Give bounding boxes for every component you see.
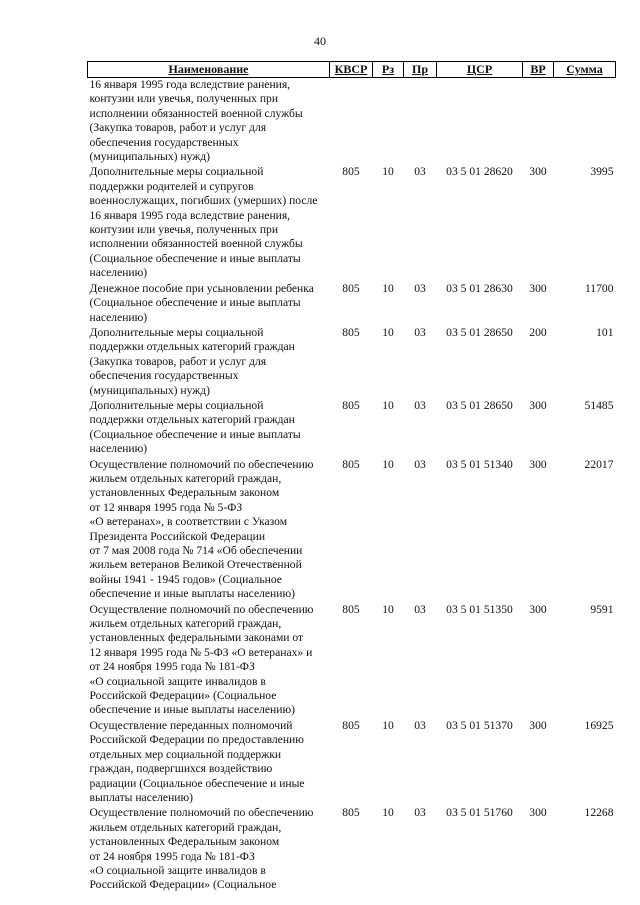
row-pr: 03 [414,806,426,820]
row-vr: 300 [529,806,547,820]
row-csr: 03 5 01 28630 [446,281,513,295]
row-name: Осуществление полномочий по обеспечению жильем отдельных категорий граждан, установленных Федеральным законом от 24 ноября 1995 года № 181-ФЗ «О социальной защите инвалидов в Российской Федерации» (Социальное [89,806,314,892]
row-kvsr: 805 [342,398,360,412]
row-rz [373,78,404,166]
row-name: Осуществление полномочий по обеспечению жильем отдельных категорий граждан, установленных федеральными законами от 12 января 1995 года № 5-ФЗ «О ветеранах» и от 24 ноября 1995 года № 181-ФЗ «О социальной защите инвалидов в Российской Федерации» (Социальное обеспечение и иные выплаты населению) [89,602,314,717]
row-pr: 03 [414,398,426,412]
row-vr: 300 [529,602,547,616]
table-row [88,458,616,603]
row-vr: 300 [529,281,547,295]
row-rz: 10 [382,165,394,179]
row-rz: 10 [382,281,394,295]
row-csr: 03 5 01 51760 [446,806,513,820]
row-vr: 300 [529,398,547,412]
row-vr: 300 [529,165,547,179]
row-rz: 10 [382,602,394,616]
header-name: Наименование [88,62,330,78]
row-pr: 03 [414,325,426,339]
row-csr: 03 5 01 28650 [446,325,513,339]
header-kvsr: КВСР [330,62,373,78]
table-row [88,165,616,281]
row-name: Денежное пособие при усыновлении ребенка (Социальное обеспечение и иные выплаты населению) [89,281,314,324]
row-name: Дополнительные меры социальной поддержки отдельных категорий граждан (Социальное обеспечение и иные выплаты населению) [89,398,301,456]
row-pr: 03 [414,281,426,295]
row-sum: 16925 [584,718,614,732]
row-rz: 10 [382,398,394,412]
row-kvsr: 805 [342,806,360,820]
header-vr: ВР [523,62,554,78]
table-header-row [88,62,616,78]
row-sum: 9591 [590,602,614,616]
row-name: Дополнительные меры социальной поддержки отдельных категорий граждан (Закупка товаров, работ и услуг для обеспечения государственных (муниципальных) нужд) [89,325,295,397]
row-sum: 51485 [584,398,614,412]
row-kvsr: 805 [342,165,360,179]
row-pr: 03 [414,457,426,471]
row-kvsr: 805 [342,281,360,295]
row-sum: 22017 [584,457,614,471]
page-number: 40 [314,34,326,48]
row-sum: 3995 [590,165,614,179]
row-sum [554,78,616,166]
row-rz: 10 [382,806,394,820]
row-csr [437,78,523,166]
row-name: 16 января 1995 года вследствие ранения, контузии или увечья, полученных при исполнении обязанностей военной службы (Закупка товаров, работ и услуг для обеспечения государственных (муниципальных) нужд) [89,78,303,164]
table-row [88,603,616,719]
row-name: Осуществление переданных полномочий Российской Федерации по предоставлению отдельных мер социальной поддержки граждан, подвергшихся воздействию радиации (Социальное обеспечение и иные выплаты населению) [89,718,305,804]
row-csr: 03 5 01 28650 [446,398,513,412]
row-vr: 200 [529,325,547,339]
row-name: Дополнительные меры социальной поддержки родителей и супругов военнослужащих, погибших (умерших) после 16 января 1995 года вследствие ранения, контузии или увечья, полученных при исполнении обязанностей военной службы (Социальное обеспечение и иные выплаты населению) [89,165,318,280]
row-rz: 10 [382,718,394,732]
row-csr: 03 5 01 51350 [446,602,513,616]
row-vr: 300 [529,718,547,732]
table-row [88,399,616,458]
row-pr: 03 [414,165,426,179]
row-name: Осуществление полномочий по обеспечению жильем отдельных категорий граждан, установленных Федеральным законом от 12 января 1995 года № 5-ФЗ «О ветеранах», в соответствии с Указом Президента Российской Федерации от 7 мая 2008 года № 714 «Об обеспечении жильем ветеранов Великой Отечественной войны 1941 - 1945 годов» (Социальное обеспечение и иные выплаты населению) [89,457,314,601]
table-row [88,326,616,399]
row-csr: 03 5 01 51370 [446,718,513,732]
header-pr: Пр [404,62,437,78]
row-pr: 03 [414,718,426,732]
row-kvsr: 805 [342,457,360,471]
row-csr: 03 5 01 51340 [446,457,513,471]
table-row [88,78,616,166]
table-row [88,806,616,893]
row-pr: 03 [414,602,426,616]
row-pr [404,78,437,166]
table-row [88,719,616,806]
row-sum: 12268 [584,806,614,820]
budget-table [87,61,616,894]
row-vr [523,78,554,166]
row-rz: 10 [382,325,394,339]
row-sum: 11700 [584,281,614,295]
header-sum: Сумма [554,62,616,78]
header-csr: ЦСР [437,62,523,78]
row-kvsr [330,78,373,166]
row-kvsr: 805 [342,602,360,616]
table-row [88,282,616,326]
row-csr: 03 5 01 28620 [446,165,513,179]
row-sum: 101 [596,325,614,339]
header-rz: Рз [373,62,404,78]
row-kvsr: 805 [342,718,360,732]
row-vr: 300 [529,457,547,471]
row-rz: 10 [382,457,394,471]
row-kvsr: 805 [342,325,360,339]
